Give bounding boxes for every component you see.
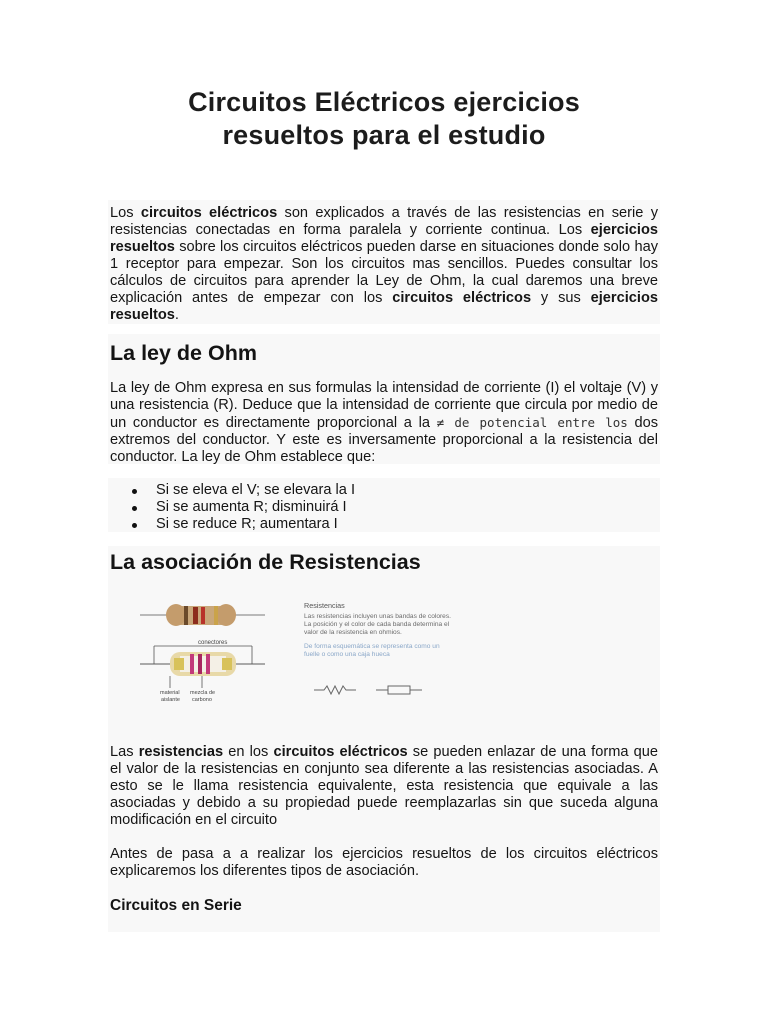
resistor-band-4 [214, 606, 218, 625]
document-title [110, 86, 658, 152]
resistor-cap-left [166, 604, 186, 626]
ohm-bullet-list [110, 482, 658, 533]
intro-text-5: . [174, 307, 179, 323]
list-item: Si se aumenta R; disminuirá I [110, 499, 658, 516]
label-conectores: conectores [198, 640, 228, 646]
cutaway-band-1 [190, 654, 194, 674]
ohm-paragraph [110, 380, 658, 466]
box-resistor-symbol [388, 686, 410, 694]
cutaway-connector-right [222, 658, 232, 670]
intro-text-4: y sus [531, 290, 591, 306]
ohm-mono-text: ≠ de potencial entre los [436, 415, 628, 430]
intro-text-2: son explicados a través de las resistencias en serie y resistencias conectadas en forma paralela y corriente continua. Los [110, 205, 658, 238]
ohm-text-2: dos extremos del conductor. Y este es inversamente proporcional a la resistencia del conductor. La ley de Ohm establece que: [110, 415, 658, 465]
intro-bold-3: circuitos eléctricos [392, 290, 532, 306]
figure-caption: Resistencias [304, 601, 345, 610]
cutaway-connector-left [174, 658, 184, 670]
asociacion-paragraph-1 [110, 744, 658, 829]
intro-text-1: Los [110, 205, 141, 221]
asoc-text-3: se pueden enlazar de una forma que el valor de la resistencias en conjunto sea diferente a las resistencias asociadas. A esto se le llama resistencia equivalente, esta resistencia que equivale a las asociadas y debido a su propiedad puede reemplazarlas sin que suceda alguna modificación en el circuito [110, 744, 658, 828]
resistor-band-2 [193, 607, 198, 624]
cutaway-core [180, 656, 226, 672]
heading-asociacion-resistencias: La asociación de Resistencias [110, 550, 421, 574]
label-carbono: carbono [192, 697, 212, 703]
resistor-band-1 [184, 606, 188, 625]
asoc-text-1: Las [110, 744, 139, 760]
cutaway-band-2 [198, 654, 202, 674]
intro-bold-1: circuitos eléctricos [140, 205, 278, 221]
label-aislante: aislante [161, 697, 180, 703]
heading-circuitos-en-serie: Circuitos en Serie [110, 897, 242, 914]
label-mezcla: mezcla de [190, 690, 216, 696]
ohm-text-1: La ley de Ohm expresa en sus formulas la intensidad de corriente (I) el voltaje (V) y una resistencia (R). Deduce que la intensidad de corriente que circula por medio de un conductor es directamente proporcional a la [110, 380, 658, 431]
heading-ley-de-ohm: La ley de Ohm [110, 341, 257, 365]
list-item: Si se eleva el V; se elevara la I [110, 482, 658, 499]
asoc-bold-2: circuitos eléctricos [273, 744, 408, 760]
intro-paragraph [110, 205, 658, 324]
zigzag-resistor-symbol [314, 686, 356, 694]
label-material: material [160, 690, 180, 696]
resistor-cap-right [216, 604, 236, 626]
figure-description [304, 602, 454, 659]
figure-desc-1: Las resistencias incluyen unas bandas de colores. La posición y el color de cada banda determina el valor de la resistencia en ohmios. [304, 613, 451, 636]
intro-bold-4: ejercicios resueltos [110, 290, 658, 323]
intro-bold-2: ejercicios resueltos [110, 222, 658, 255]
intro-text-3: sobre los circuitos eléctricos pueden darse en situaciones donde solo hay 1 receptor para empezar. Son los circuitos mas sencillos. Puedes consultar los cálculos de circuitos para aprender la Ley de Ohm, la cual daremos una breve explicación antes de empezar con los [110, 239, 658, 306]
asociacion-paragraph-2: Antes de pasa a a realizar los ejercicios resueltos de los circuitos eléctricos explicaremos los diferentes tipos de asociación. [110, 846, 658, 879]
asoc-text-2: en los [223, 744, 274, 760]
asoc-bold-1: resistencias [138, 744, 224, 760]
cutaway-band-3 [206, 654, 210, 674]
resistor-band-3 [201, 607, 205, 624]
list-item: Si se reduce R; aumentara I [110, 516, 658, 533]
title-line-1: Circuitos Eléctricos ejercicios [188, 87, 580, 117]
title-line-2: resueltos para el estudio [222, 120, 546, 150]
figure-desc-2: De forma esquemática se representa como un fuelle o como una caja hueca [304, 643, 440, 658]
